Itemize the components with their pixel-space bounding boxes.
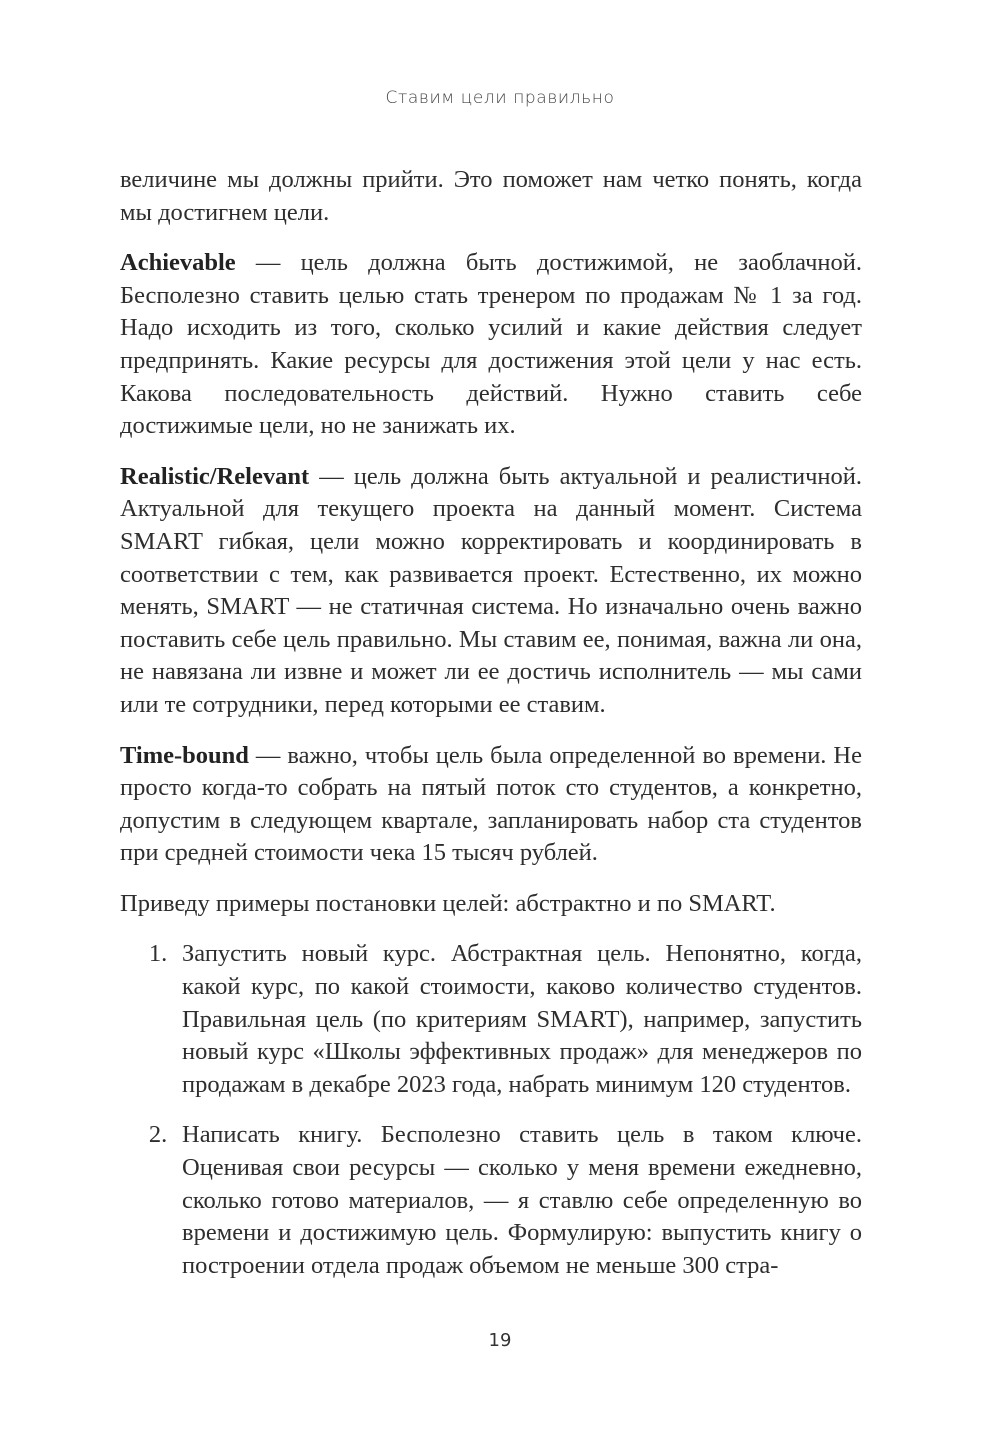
page-body: [120, 164, 862, 1300]
examples-list: [120, 938, 862, 1282]
page-number: 19: [488, 1330, 512, 1351]
term-realistic: Realistic/Relevant: [120, 462, 310, 490]
definition-realistic: — цель должна быть актуальной и реалистичной. Актуальной для текущего проекта на данный момент. Система SMART гибкая, цели можно корректировать и координировать в соответствии с тем, как развивается проект. Естественно, их можно менять, SMART — не статичная система. Но изначально очень важно поставить себе цель правильно. Мы ставим ее, понимая, важна ли она, не навязана ли извне и может ли ее достичь исполнитель — мы сами или те сотрудники, перед которыми ее ставим.: [120, 462, 862, 718]
term-time-bound: Time-bound: [120, 741, 249, 769]
definition-time-bound: — важно, чтобы цель была определенной во времени. Не просто когда-то собрать на пятый поток сто студентов, а конкретно, допустим в следующем квартале, запланировать набор ста студентов при средней стоимости чека 15 тысяч рублей.: [120, 741, 862, 867]
list-item: [120, 1119, 862, 1282]
paragraph-realistic: [120, 461, 862, 722]
paragraph-achievable: [120, 247, 862, 443]
paragraph-time-bound: [120, 740, 862, 870]
paragraph-examples-intro: Приведу примеры постановки целей: абстрактно и по SMART.: [120, 889, 776, 917]
list-item: [120, 938, 862, 1101]
term-achievable: Achievable: [120, 249, 236, 277]
list-item-number: 2.: [148, 1121, 168, 1149]
definition-achievable: — цель должна быть достижимой, не заоблачной. Бесполезно ставить целью стать тренером по продажам № 1 за год. Надо исходить из того, сколько усилий и какие действия следует предпринять. Какие ресурсы для достижения этой цели у нас есть. Какова последовательность действий. Нужно ставить себе достижимые цели, но не занижать их.: [120, 249, 862, 440]
list-item-text: Написать книгу. Бесполезно ставить цель в таком ключе. Оценивая свои ресурсы — сколько у меня времени ежедневно, сколько готово материалов, — я ставлю себе определенную во времени и достижимую цель. Формулирую: выпустить книгу о построении отдела продаж объемом не меньше 300 стра-: [182, 1121, 862, 1279]
paragraph-intro: величине мы должны прийти. Это поможет нам четко понять, когда мы достигнем цели.: [120, 166, 862, 226]
list-item-text: Запустить новый курс. Абстрактная цель. Непонятно, когда, какой курс, по какой стоимости, каково количество студентов. Правильная цель (по критериям SMART), например, запустить новый курс «Школы эффективных продаж» для менеджеров по продажам в декабре 2023 года, набрать минимум 120 студентов.: [182, 940, 862, 1098]
list-item-number: 1.: [148, 940, 168, 968]
running-title: Ставим цели правильно: [385, 88, 615, 108]
